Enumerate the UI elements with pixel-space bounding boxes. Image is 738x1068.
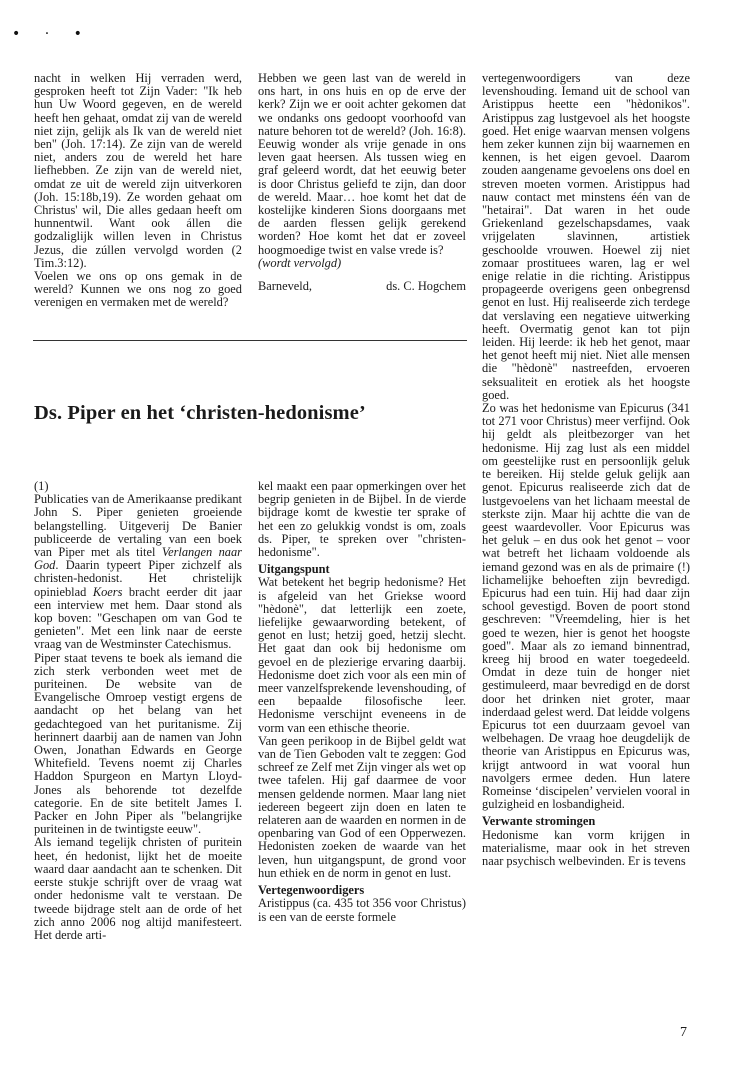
article2-column-3 — [482, 72, 690, 868]
paragraph: Wat betekent het begrip hedonisme? Het is afgeleid van het Griekse woord "hèdonè", dat letterlijk een zoete, liefelijke gewaarwording betekent, of genot en lust; hetzij goed, hetzij slecht. Het gaat dan ook bij hedonisme om gevoel en de plezierige ervaring daarbij. Hedonisme doet zich voor als een min of meer vanzelfsprekende levenshouding, of een bepaalde filosofische leer. Hedonisme verschijnt eveneens in de vorm van een ethische theorie. — [258, 575, 466, 735]
paragraph: kel maakt een paar opmerkingen over het begrip genieten in de Bijbel. In de vierde bijdrage komt de kwestie ter sprake of het een zo gelukkig vondst is om, zoals ds. Piper, te spreken over "christen-hedonisme". — [258, 479, 466, 560]
paragraph: vertegenwoordigers van deze levenshouding. Iemand uit de school van Aristippus heette een "hèdonikos". Aristippus zag lustgevoel als het hoogste goed. Het enige waarvan mensen volgens hem zeker kunnen zijn bij waarnemen en kennen, is het eigen gevoel. Daarom zouden aangename gevoelens ons doel en streven moeten vormen. Aristippus had nauw contact met minstens één van de "hetairai". Dat waren in het oude Griekenland gezelschapsdames, vaak vrijgelaten slavinnen, artistiek geschoolde vrouwen. Hoewel zij niet zomaar prostituees waren, lag er wel enige relatie in die richting. Aristippus propageerde overigens geen onbegrensd genot en lust. Hij realiseerde zich terdege dat verslaving een negatieve uitwerking heeft. Overmatig genot kan tot pijn leiden. Hij leerde: ik heb het genot, maar het genot heeft mij niet. Niet alle mensen die "hèdonè" nastreefden, ervoeren seksualiteit en erotiek als het hoogste goed. — [482, 71, 690, 402]
page-number: 7 — [680, 1025, 687, 1040]
paragraph: Van geen perikoop in de Bijbel geldt wat van de Tien Geboden valt te zeggen: God schreef ze Zelf met Zijn vinger als wet op twee tafelen. Hij gaf daarmee de voor mensen geldende normen. Maar lang niet iedereen begeert zijn doen en laten te relateren aan de waarden en normen in de openbaring van God of een Opperwezen. Hedonisten zoeken de waarde van het leven, hun uitgangspunt, de grond voor hun ethiek en de norm in genot en lust. — [258, 733, 466, 880]
signature-place: Barneveld, — [258, 279, 313, 294]
article2-column-2 — [258, 480, 466, 924]
continued-note: (wordt vervolgd) — [258, 255, 342, 270]
paragraph: Hebben we geen last van de wereld in ons hart, in ons huis en op de erve der kerk? Zijn we er ooit achter gekomen dat we ondanks ons gedoopt voorhoofd van nature behoren tot de wereld? (Joh. 16:8). Eeuwig wonder als vrije genade in ons leven gaat heersen. Als tussen wieg en graf geleerd wordt, dat het eeuwig beter is door Christus geliefd te zijn, dan door de wereld. Maar… hoe komt het dat de kostelijke kinderen Sions doorgaans met de aarden flessen gelijk gerekend worden? Hoe komt het dat er zoveel hoogmoedige twist en valse vrede is? — [258, 71, 466, 257]
scan-marks: • · • — [12, 26, 92, 42]
paragraph: Als iemand tegelijk christen of puritein heet, én hedonist, lijkt het de moeite waard daar aandacht aan te schenken. Dit eerste stukje schrijft over de vraag wat onder hedonisme valt te verstaan. De tweede bijdrage stelt aan de orde of het zich anno 2006 nog altijd manifesteert. Het derde arti- — [34, 835, 242, 942]
paragraph: Publicaties van de Amerikaanse predikant John S. Piper genieten groeiende belangstelling. Uitgeverij De Banier publiceerde de vertaling van een boek van Piper met als titel Verlangen naar God. Daarin typeert Piper zichzelf als christen-hedonist. Het christelijk opinieblad Koers bracht eerder dit jaar een interview met hem. Daar stond als kop boven: "Geschapen om van God te genieten". Met een link naar de eerste vraag van de Westminster Catechismus. — [34, 492, 242, 652]
paragraph: Voelen we ons op ons gemak in de wereld? Kunnen we ons nog zo goed verenigen en vermaken met de wereld? — [34, 269, 242, 310]
paragraph: nacht in welken Hij verraden werd, gesproken heeft tot Zijn Vader: "Ik heb hun Uw Woord gegeven, en de wereld heeft hen gehaat, omdat zij van de wereld niet zijn, gelijk als Ik van de wereld niet ben" (Joh. 17:14). Ze zijn van de wereld niet, anders zou de wereld het hare liefhebben. Ze zijn van de wereld niet, omdat ze uit de wereld zijn uitverkoren (Joh. 15:18b,19). Ze worden gehaat om Christus' wil, Die alles gedaan heeft om hunnentwil. Want ook állen die godzaliglijk willen leven in Christus Jezus, die zúllen vervolgd worden (2 Tim.3:12). — [34, 71, 242, 270]
article1-column-1 — [34, 72, 242, 310]
subheading: Vertegenwoordigers — [258, 883, 365, 898]
book-title: Verlangen naar God — [34, 545, 242, 573]
magazine-title: Koers — [92, 584, 123, 599]
subheading: Uitgangspunt — [258, 562, 330, 577]
article2-column-1 — [34, 480, 242, 942]
paragraph: (1) — [34, 479, 49, 493]
subheading: Verwante stromingen — [482, 814, 596, 829]
paragraph: Aristippus (ca. 435 tot 356 voor Christus) is een van de eerste formele — [258, 896, 466, 924]
article-divider — [33, 340, 467, 341]
signature-name: ds. C. Hogchem — [386, 279, 466, 294]
paragraph: Piper staat tevens te boek als iemand die zich sterk verbonden weet met de puriteinen. De website van de Evangelische Omroep vestigt ergens de aandacht op het belang van het gedachtegoed van het puritanisme. Zij herinnert daarbij aan de namen van John Owen, Jonathan Edwards en George Whitefield. Tevens noemt zij Charles Haddon Spurgeon en Martyn Lloyd-Jones als behorende tot dezelfde categorie. En de site betitelt James I. Packer en John Piper als "belangrijke puriteinen in de twintigste eeuw". — [34, 650, 242, 837]
article1-column-2 — [258, 72, 466, 293]
paragraph: Zo was het hedonisme van Epicurus (341 tot 271 voor Christus) meer verfijnd. Ook hij geldt als pleitbezorger van het hedonisme. Hij zag lust als een middel om geestelijke rust en persoonlijk geluk te bereiken. Hij stelde geluk gelijk aan genot. Epicurus realiseerde zich dat de lustgevoelens van het lichaam meestal de sterkste zijn. Maar hij achtte die van de geest waardevoller. Voor Epicurus was het geluk – en dus ook het genot – voor wat betreft het lichaam voldoende als iemand gezond was en als de primaire (!) lichamelijke behoeften zijn bevredigd. Epicurus had een tuin. Hij had daar zijn school gevestigd. Boven de poort stond geschreven: "Vreemdeling, hier is het goed te wezen, hier is genot het hoogste goed". Maar als zo iemand binnentrad, kreeg hij brood en water toegedeeld. Omdat in deze tuin de honger niet gestimuleerd, maar bevredigd en de dorst door het drinken niet groter, maar inderdaad gelest werd. Dat leidde volgens Epicurus tot een duurzaam gevoel van welbehagen. De vraag hoe deugdelijk de theorie van Aristippus en Epicurus was, krijgt antwoord in wat vooral hun navolgers ermee deden. Hun latere Romeinse ‘discipelen’ vervielen vooral in gulzigheid en losbandigheid. — [482, 401, 690, 812]
article-title: Ds. Piper en het ‘christen-hedonisme’ — [34, 402, 366, 424]
signature — [258, 280, 466, 293]
paragraph: Hedonisme kan vorm krijgen in materialisme, maar ook in het streven naar psychisch welbevinden. Er is tevens — [482, 827, 690, 868]
